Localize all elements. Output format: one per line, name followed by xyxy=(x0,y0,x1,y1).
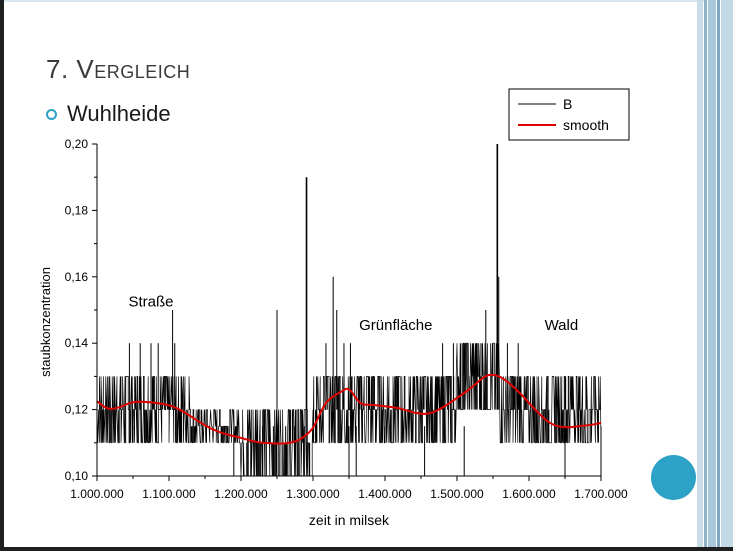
chart-annotations xyxy=(128,294,578,334)
chart-annotation: Grünfläche xyxy=(359,316,433,334)
x-axis-label: zeit in milsek xyxy=(308,512,390,528)
y-tick-label: 0,18 xyxy=(64,203,88,218)
chart-legend xyxy=(509,89,629,140)
bullet-text: Wuhlheide xyxy=(67,101,171,126)
x-tick-label: 1.700.000 xyxy=(574,487,628,501)
slide-title: 7. Vergleich xyxy=(46,54,191,84)
chart-annotation: Straße xyxy=(128,293,174,311)
x-tick-label: 1.100.000 xyxy=(142,487,196,501)
y-tick-label: 0,16 xyxy=(64,269,88,284)
y-tick-label: 0,14 xyxy=(64,336,88,351)
x-tick-label: 1.300.000 xyxy=(286,487,340,501)
x-tick-label: 1.600.000 xyxy=(502,487,556,501)
y-tick-label: 0,20 xyxy=(64,137,88,151)
y-tick-label: 0,10 xyxy=(64,469,88,483)
circle-decoration xyxy=(651,455,696,500)
x-tick-label: 1.200.000 xyxy=(214,487,268,501)
y-axis-label: staubkonzentration xyxy=(38,267,53,377)
x-tick-label: 1.000.000 xyxy=(70,487,124,501)
y-tick-label: 0,12 xyxy=(64,402,88,417)
x-tick-label: 1.500.000 xyxy=(430,487,484,501)
chart-annotation: Wald xyxy=(544,316,579,334)
x-tick-label: 1.400.000 xyxy=(358,487,412,501)
legend-label-b: B xyxy=(563,96,573,112)
legend-label-smooth: smooth xyxy=(563,117,609,133)
